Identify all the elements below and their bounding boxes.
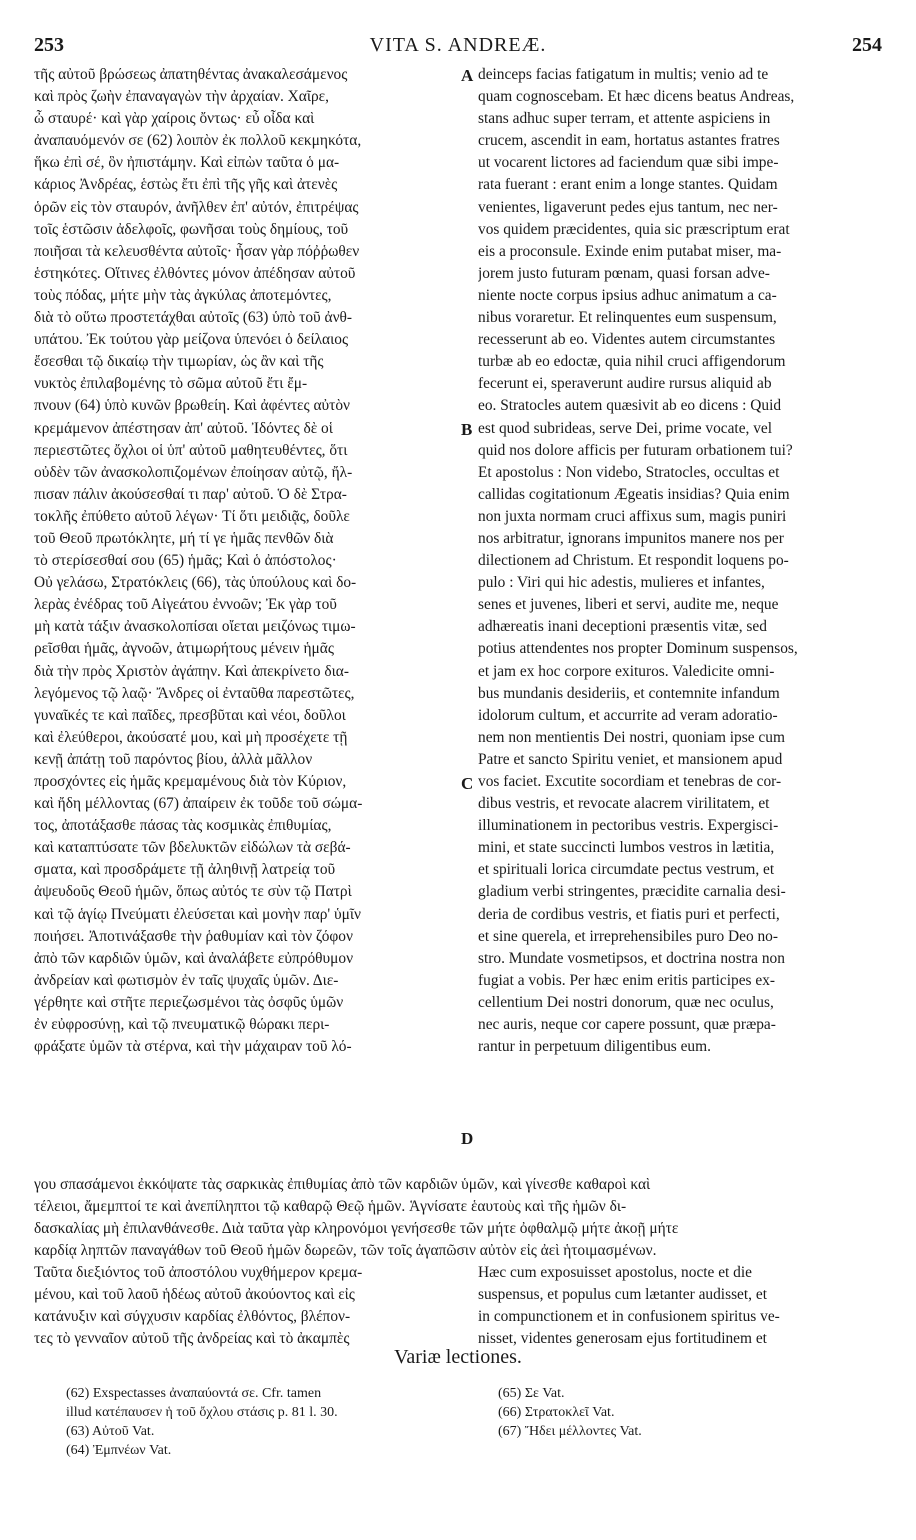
latin-text-line: stans adhuc super terram, et attente aspiciens in — [478, 110, 771, 128]
greek-text-line: κατάνυξιν καὶ σύγχυσιν καρδίας ἐλθόντος, βλέπον- — [34, 1308, 351, 1326]
greek-text-line: γου σπασάμενοι ἐκκόψατε τὰς σαρκικὰς ἐπιθυμίας ἀπὸ τῶν καρδιῶν ὑμῶν, καὶ γίνεσθε καθαροὶ καὶ — [34, 1176, 651, 1193]
latin-text-line: nem non mentientis Dei nostri, quoniam ipse cum — [478, 728, 785, 746]
greek-text-line: Οὐ γελάσω, Στρατόκλεις (66), τὰς ὑπούλους καὶ δο- — [34, 574, 357, 592]
greek-text-line: γυναῖκές τε καὶ παῖδες, πρεσβῦται καὶ νέοι, δοῦλοι — [34, 706, 346, 724]
latin-text-line: pulo : Viri qui hic adestis, mulieres et infantes, — [478, 574, 765, 592]
greek-text-line: ἀνδρείαν καὶ φωτισμὸν ἐν ταῖς ψυχαῖς ὑμῶν. Διε- — [34, 971, 339, 989]
greek-text-line: ὁρῶν εἰς τὸν σταυρόν, ἀνῆλθεν ἐπ' αὐτόν, ἐπιτρέψας — [34, 198, 359, 216]
latin-text-line: fecerunt ei, speraverunt audire rursus aliquid ab — [478, 375, 772, 393]
latin-text-line: Patre et sancto Spiritu veniet, et mansionem apud — [478, 750, 783, 768]
footnote-line: (62) Exspectasses ἀναπαύοντά σε. Cfr. tamen — [66, 1386, 322, 1401]
latin-text-line: rata fuerant : erant enim a longe stantes. Quidam — [478, 176, 778, 194]
latin-text-line: adhæreatis inani deceptioni præsentis vitæ, sed — [478, 618, 767, 636]
latin-text-line: niente nocte corpus ipsius adhuc animatum a ca- — [478, 286, 777, 304]
latin-text-line: rantur in perpetuum diligentibus eum. — [478, 1038, 711, 1056]
greek-text-line: πνουν (64) ὑπὸ κυνῶν βρωθείη. Καὶ ἀφέντες αὐτὸν — [34, 397, 350, 415]
bottom-greek-paragraph — [34, 1262, 459, 1350]
greek-text-line: τοῖς ἑστῶσιν ἀδελφοῖς, φωνῆσαι τοὺς δημίους, τοῦ — [34, 220, 349, 238]
greek-text-line: Ταῦτα διεξιόντος τοῦ ἀποστόλου νυχθήμερον κρεμα- — [34, 1264, 363, 1281]
greek-text-line: πισαν πάλιν ἀκούσεσθαί τι παρ' αὐτοῦ. Ὁ δὲ Στρα- — [34, 485, 347, 503]
latin-text-line: illuminationem in pectoribus vestris. Expergisci- — [478, 817, 779, 835]
latin-text-line: nisset, videntes generosam ejus fortitudinem et — [478, 1330, 767, 1348]
margin-letter-b: B — [461, 420, 473, 439]
latin-text-line: nibus voraretur. Et relinquentes eum suspensum, — [478, 309, 777, 327]
margin-letter-c: C — [461, 774, 474, 793]
latin-text-line: vos quidem præcidentes, quia sic præscriptum erat — [478, 220, 790, 238]
greek-text-line: τες τὸ γενναῖον αὐτοῦ τῆς ἀνδρείας καὶ τὸ ἀκαμπὲς — [34, 1330, 350, 1348]
latin-text-line: quid nos dolore afficis per futuram orbationem tui? — [478, 441, 793, 459]
footnote-line: illud κατέπαυσεν ἡ τοῦ ὄχλου στάσις p. 81 l. 30. — [66, 1405, 338, 1420]
footnotes-right — [498, 1384, 878, 1441]
bottom-latin-paragraph — [478, 1262, 882, 1350]
greek-text-line: τῆς αὐτοῦ βρώσεως ἀπατηθέντας ἀνακαλεσάμενος — [34, 66, 348, 83]
latin-text-line: eo. Stratocles autem quæsivit ab eo dicens : Quid — [478, 397, 782, 415]
latin-text-line: eis a proconsule. Exinde enim putabat miser, ma- — [478, 242, 782, 260]
footnote-line: (64) Ἐμπνέων Vat. — [66, 1443, 172, 1458]
latin-text-line: Et apostolus : Non videbo, Stratocles, occultas et — [478, 463, 780, 481]
greek-text-line: δασκαλίας μὴ ἐπιλανθάνεσθε. Διὰ ταῦτα γὰρ κληρονόμοι γενήσεσθε τῶν μήτε ὀφθαλμῷ μήτε ἀκοῇ μήτε — [34, 1220, 679, 1238]
greek-text-line: ὦ σταυρέ· καὶ γὰρ χαίροις ὄντως· εὖ οἶδα καὶ — [34, 110, 315, 128]
latin-text-line: ut vocarent lictores ad faciendum quæ sibi impe- — [478, 154, 779, 172]
latin-text-line: deria de cordibus vestris, et fiatis puri et perfecti, — [478, 905, 780, 923]
greek-text-line: ἑστηκότες. Οἵτινες ἐλθόντες μόνον ἀπέδησαν αὐτοῦ — [34, 264, 356, 282]
margin-letter-a: A — [461, 66, 474, 85]
greek-text-line: διὰ τὸ οὕτω προστετάχθαι αὐτοῖς (63) ὑπὸ τοῦ ἀνθ- — [34, 309, 353, 327]
latin-text-line: in compunctionem et in confusionem spiritus ve- — [478, 1308, 780, 1326]
footnote-line: (65) Σε Vat. — [498, 1386, 565, 1401]
latin-text-line: non juxta normam cruci affixus sum, magis puniri — [478, 507, 787, 525]
greek-text-line: λεγόμενος τῷ λαῷ· Ἄνδρες οἱ ἐνταῦθα παρεστῶτες, — [34, 684, 355, 702]
greek-text-line: ἐν εὐφροσύνῃ, καὶ τῷ πνευματικῷ θώρακι περι- — [34, 1016, 330, 1034]
footnote-line: (67) Ἤδει μέλλοντες Vat. — [498, 1424, 642, 1439]
greek-text-line: καὶ τῷ ἁγίῳ Πνεύματι ἐλεύσεται καὶ μονὴν παρ' ὑμῖν — [34, 905, 362, 923]
greek-text-line: ἀψευδοῦς Θεοῦ ἡμῶν, ὅπως αὐτός τε σὺν τῷ Πατρὶ — [34, 883, 352, 901]
greek-text-line: καὶ ἤδη μέλλοντας (67) ἀπαίρειν ἐκ τοῦδε τοῦ σώμα- — [34, 795, 363, 813]
greek-text-line: υπάτου. Ἐκ τούτου γὰρ μείζονα ὑπενόει ὁ δείλαιος — [34, 331, 349, 349]
greek-text-line: λερὰς ἐνέδρας τοῦ Αἰγεάτου ἐννοῶν; Ἐκ γὰρ τοῦ — [34, 596, 337, 614]
latin-text-column — [478, 64, 882, 1058]
greek-text-line: καὶ καταπτύσατε τῶν βδελυκτῶν εἰδώλων τὰ σεβά- — [34, 839, 351, 857]
greek-text-line: τος, ἀποτάξασθε πάσας τὰς κοσμικὰς ἐπιθυμίας, — [34, 817, 332, 835]
greek-text-line: οὐδὲν τῶν ἀνασκολοπιζομένων ἐποίησαν αὐτῷ, ἤλ- — [34, 463, 353, 481]
latin-text-line: et jam ex hoc corpore exituros. Valedicite omni- — [478, 662, 775, 680]
latin-text-line: crucem, ascendit in eam, hortatus astantes fratres — [478, 132, 780, 150]
greek-text-line: ἥκω ἐπὶ σέ, ὃν ἠπιστάμην. Καὶ εἰπὼν ταῦτα ὁ μα- — [34, 154, 340, 172]
greek-text-line: κενῇ ἀπάτῃ τοῦ παρόντος βίου, ἀλλὰ μᾶλλον — [34, 750, 313, 768]
greek-text-line: τέλειοι, ἄμεμπτοί τε καὶ ἀνεπίληπτοι τῷ καθαρῷ Θεῷ ἡμῶν. Ἁγνίσατε ἑαυτοὺς καὶ τῆς ἡμῶν δι- — [34, 1198, 627, 1216]
greek-text-line: περιεστῶτες ὄχλοι οἱ ὑπ' αὐτοῦ μαθητευθέντες, ὅτι — [34, 441, 348, 459]
greek-text-line: κρεμάμενον ἀπέστησαν ἀπ' αὐτοῦ. Ἰδόντες δὲ οἱ — [34, 419, 333, 437]
greek-text-line: ρεῖσθαι ἡμᾶς, ἀγνοῶν, ἀτιμωρήτους μένειν ἡμᾶς — [34, 640, 334, 658]
greek-text-line: τοῦ Θεοῦ πρωτόκλητε, μή τί γε ἡμᾶς πενθῶν διὰ — [34, 529, 334, 547]
greek-text-line: τὸ στερίσεσθαί σου (65) ἡμᾶς; Καὶ ὁ ἀπόστολος· — [34, 552, 337, 570]
page-number-left: 253 — [34, 34, 64, 56]
greek-text-line: ἀπὸ τῶν καρδιῶν ὑμῶν, καὶ ἀναλάβετε εὐπρόθυμον — [34, 949, 354, 967]
latin-text-line: gladium verbi stringentes, præcidite carnalia desi- — [478, 883, 786, 901]
latin-text-line: cellentium Dei nostri donorum, quæ nec oculus, — [478, 993, 774, 1011]
greek-text-line: σματα, καὶ προσδράμετε τῇ ἀληθινῇ λατρείᾳ τοῦ — [34, 861, 336, 879]
greek-text-line: ἔσεσθαι τῷ δικαίῳ τὴν τιμωρίαν, ὡς ἂν καὶ τῆς — [34, 353, 324, 371]
greek-text-line: τοκλῆς ἐπύθετο αὐτοῦ λέγων· Τί ὅτι μειδιᾷς, δοῦλε — [34, 507, 350, 525]
greek-text-line: διὰ τὴν πρὸς Χριστὸν ἀγάπην. Καὶ ἀπεκρίνετο δια- — [34, 662, 349, 680]
greek-text-line: κάριος Ἀνδρέας, ἑστὼς ἔτι ἐπὶ τῆς γῆς καὶ ἀτενὲς — [34, 176, 338, 194]
latin-text-line: vos faciet. Excutite socordiam et tenebras de cor- — [478, 773, 782, 790]
greek-text-line: ἀναπαυόμενόν σε (62) λοιπὸν ἐκ πολλοῦ κεκμηκότα, — [34, 132, 362, 150]
greek-text-line: ποιῆσαι τὰ κελευσθέντα αὐτοῖς· ἦσαν γὰρ πόῤῥωθεν — [34, 242, 360, 260]
latin-text-line: quam cognoscebam. Et hæc dicens beatus Andreas, — [478, 88, 795, 106]
running-title: VITA S. ANDREÆ. — [369, 34, 547, 56]
greek-text-line: ποιήσει. Ἀποτινάξασθε τὴν ῥαθυμίαν καὶ τὸν ζόφον — [34, 927, 353, 945]
latin-text-line: fugiat a vobis. Per hæc enim eritis participes ex- — [478, 971, 776, 989]
latin-text-line: deinceps facias fatigatum in multis; venio ad te — [478, 66, 769, 83]
greek-text-line: γέρθητε καὶ στῆτε περιεζωσμένοι τὰς ὀσφῦς ὑμῶν — [34, 993, 344, 1011]
latin-text-line: et sine querela, et irreprehensibiles puro Deo no- — [478, 927, 779, 945]
greek-text-column — [34, 64, 459, 1058]
latin-text-line: et spirituali lorica circumdate pectus vestrum, et — [478, 861, 775, 879]
latin-text-line: dilectionem ad Christum. Et respondit loquens po- — [478, 552, 789, 570]
greek-text-line: νυκτὸς ἐπιλαβομένης τὸ σῶμα αὐτοῦ ἔτι ἔμ- — [34, 375, 308, 393]
latin-text-line: venientes, ligaverunt pedes ejus tantum, nec ner- — [478, 198, 778, 216]
latin-text-line: nec auris, neque cor capere possunt, quæ præpa- — [478, 1016, 776, 1034]
margin-letter-d: D — [461, 1129, 474, 1148]
latin-text-line: est quod subrideas, serve Dei, prime vocate, vel — [478, 419, 773, 437]
latin-text-line: Hæc cum exposuisset apostolus, nocte et die — [478, 1264, 752, 1281]
greek-text-line: μὴ κατὰ τάξιν ἀνασκολοπίσαι οἴεται μειζόνως τιμω- — [34, 618, 356, 636]
footnote-line: (66) Στρατοκλεῖ Vat. — [498, 1405, 615, 1420]
latin-text-line: bus mundanis desideriis, et contemnite infandum — [478, 684, 780, 702]
latin-text-line: stro. Mundate vosmetipsos, et doctrina nostra non — [478, 949, 785, 967]
page-number-right: 254 — [852, 34, 882, 56]
greek-text-line: φράξατε ὑμῶν τὰ στέρνα, καὶ τὴν μάχαιραν τοῦ λό- — [34, 1038, 352, 1056]
latin-text-line: senes et juvenes, liberi et servi, audite me, neque — [478, 596, 779, 614]
latin-text-line: nos arbitratur, ignorans impunitos manere nos per — [478, 529, 784, 547]
greek-text-line: καὶ πρὸς ζωὴν ἐπαναγαγὼν τὴν ἀρχαίαν. Χαῖρε, — [34, 88, 329, 106]
latin-text-line: potius attendentes nos propter Dominum suspensos, — [478, 640, 798, 658]
greek-text-line: τοὺς πόδας, μήτε μὴν τὰς ἀγκύλας ἀποτεμόντες, — [34, 286, 332, 304]
greek-text-line: προσχόντες εἰς ἡμᾶς κρεμαμένους διὰ τὸν Κύριον, — [34, 773, 347, 790]
latin-text-line: callidas cogitationum Ægeatis insidias? Quia enim — [478, 485, 790, 503]
greek-text-line: καὶ ἐλεύθεροι, ἀκούσατέ μου, καὶ μὴ προσέχετε τῇ — [34, 728, 348, 746]
latin-text-line: suspensus, et populus cum lætanter audisset, et — [478, 1286, 767, 1304]
latin-text-line: dibus vestris, et revocate alacrem virilitatem, et — [478, 795, 770, 813]
greek-text-line: μένου, καὶ τοῦ λαοῦ ἡδέως αὐτοῦ ἀκούοντος καὶ εἰς — [34, 1286, 355, 1304]
greek-text-line: καρδίᾳ ληπτῶν παναγάθων τοῦ Θεοῦ ἡμῶν δωρεῶν, τῶν τοῖς ἀγαπῶσιν αὐτὸν εἰς ἀεὶ ἡτοιμασμένων. — [34, 1242, 657, 1260]
full-width-greek-text — [34, 1174, 882, 1262]
footnote-line: (63) Αὐτοῦ Vat. — [66, 1424, 155, 1439]
latin-text-line: recesserunt ab eo. Videntes autem circumstantes — [478, 331, 776, 349]
variae-lectiones-heading: Variæ lectiones. — [394, 1346, 522, 1368]
latin-text-line: mini, et state succincti lumbos vestros in lætitia, — [478, 839, 775, 857]
latin-text-line: turbæ ab eo edoctæ, quia nihil cruci affigendorum — [478, 353, 786, 371]
footnotes-left — [66, 1384, 466, 1460]
page-header — [34, 34, 882, 60]
latin-text-line: jorem justo futuram pœnam, quasi forsan adve- — [478, 264, 770, 282]
latin-text-line: idolorum cultum, et accurrite ad veram adoratio- — [478, 706, 778, 724]
